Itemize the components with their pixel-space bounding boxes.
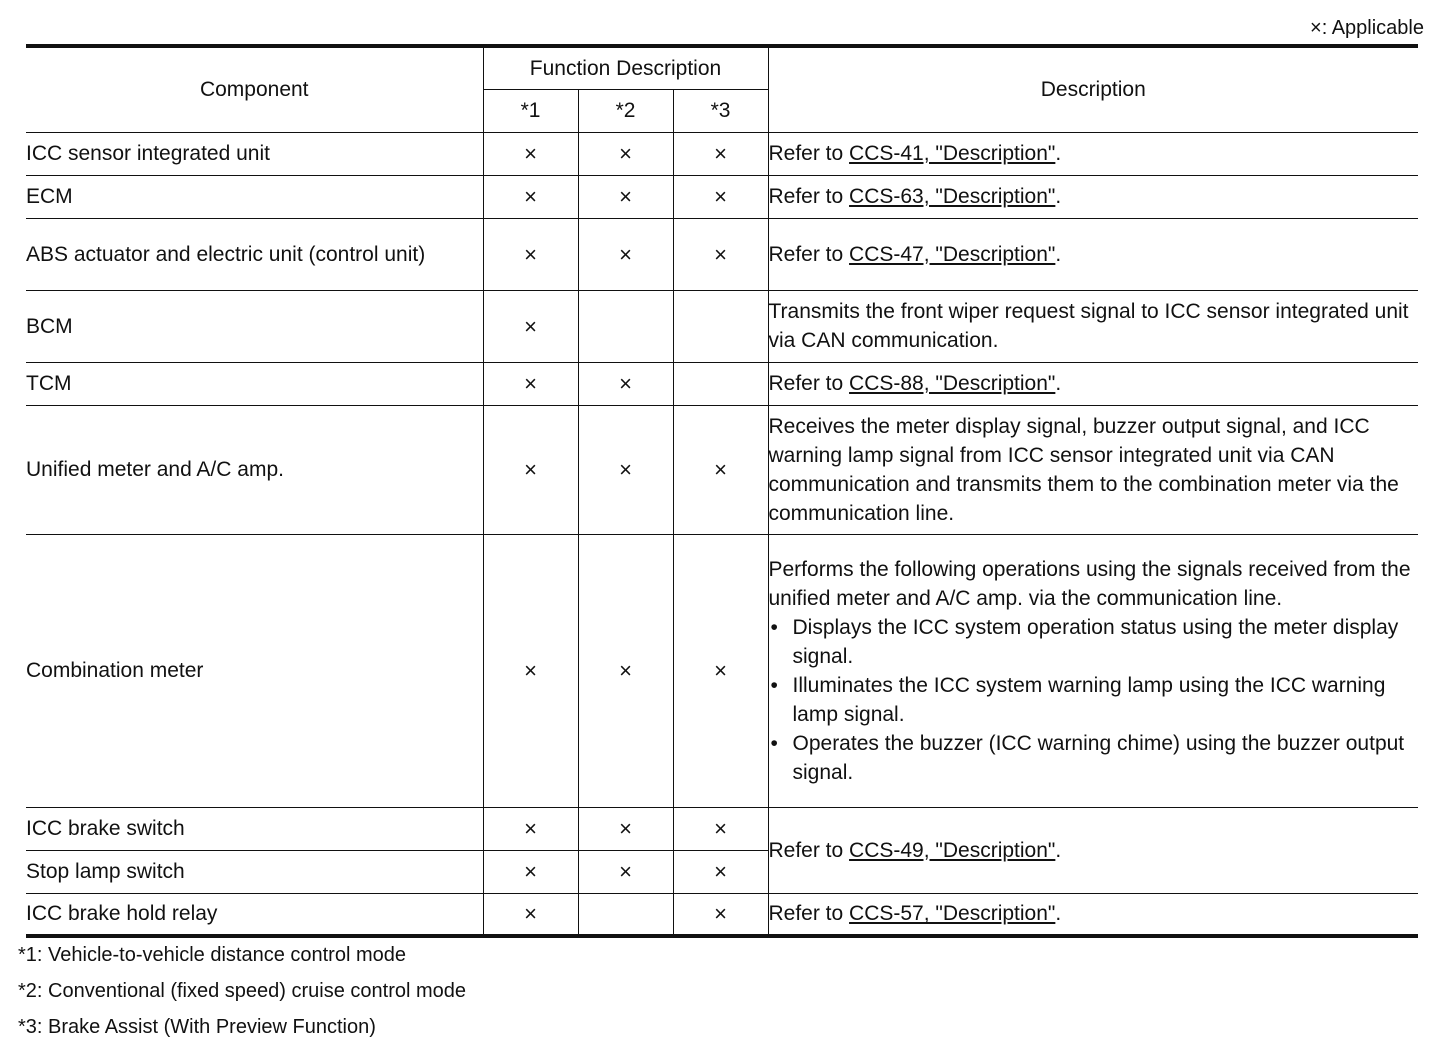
- table-row: [26, 405, 1418, 534]
- applicable-mark-3: ×: [673, 218, 768, 290]
- refer-suffix: .: [1055, 838, 1062, 862]
- component-name: ICC sensor integrated unit: [26, 132, 483, 175]
- description-cell: [768, 175, 1418, 218]
- applicable-mark-1: ×: [483, 132, 578, 175]
- applicable-mark-3: [673, 290, 768, 362]
- applicable-mark-2: [578, 893, 673, 936]
- applicable-legend: [1310, 14, 1424, 42]
- refer-text: Refer to: [768, 185, 850, 208]
- component-name: BCM: [26, 290, 483, 362]
- applicable-mark-2: ×: [578, 850, 673, 893]
- bullet-icon: •: [770, 615, 778, 639]
- component-name: Stop lamp switch: [26, 850, 483, 893]
- component-name: ABS actuator and electric unit (control unit): [26, 218, 483, 290]
- applicable-mark-2: ×: [578, 362, 673, 405]
- footnotes: [18, 940, 466, 1048]
- component-name: TCM: [26, 362, 483, 405]
- reference-link[interactable]: CCS-41, "Description": [849, 142, 1056, 165]
- applicable-mark-3: ×: [673, 405, 768, 534]
- applicable-mark-1: ×: [483, 362, 578, 405]
- applicable-mark-3: ×: [673, 807, 768, 850]
- applicable-mark-3: ×: [673, 893, 768, 936]
- table-row: [26, 218, 1418, 290]
- description-cell: [768, 534, 1418, 807]
- table-row: [26, 362, 1418, 405]
- operation-item-text: Displays the ICC system operation status using the meter display signal.: [792, 615, 1399, 668]
- reference-link[interactable]: CCS-88, "Description": [849, 372, 1056, 395]
- applicable-mark-2: ×: [578, 807, 673, 850]
- applicable-mark-2: ×: [578, 175, 673, 218]
- table-row: [26, 807, 1418, 850]
- refer-suffix: .: [1055, 242, 1062, 266]
- applicable-mark-1: ×: [483, 807, 578, 850]
- operation-item: [769, 671, 1419, 729]
- applicable-mark-1: ×: [483, 850, 578, 893]
- applicable-mark-1: ×: [483, 534, 578, 807]
- reference-link[interactable]: CCS-63, "Description": [849, 185, 1056, 208]
- header-col-3: *3: [673, 89, 768, 132]
- refer-suffix: .: [1055, 185, 1062, 208]
- refer-text: Refer to: [768, 372, 850, 395]
- operation-item: [769, 613, 1419, 671]
- applicable-mark-2: ×: [578, 132, 673, 175]
- bullet-icon: •: [770, 731, 778, 755]
- header-col-1: *1: [483, 89, 578, 132]
- operation-list: [769, 613, 1419, 787]
- component-name: ICC brake hold relay: [26, 893, 483, 936]
- applicable-mark-2: ×: [578, 534, 673, 807]
- bullet-icon: •: [770, 673, 778, 697]
- description-cell: [768, 362, 1418, 405]
- header-function-description: Function Description: [483, 46, 768, 89]
- header-component: Component: [26, 46, 483, 132]
- operation-item: [769, 729, 1419, 787]
- applicable-mark-3: ×: [673, 132, 768, 175]
- component-name: Combination meter: [26, 534, 483, 807]
- reference-link[interactable]: CCS-57, "Description": [849, 902, 1056, 926]
- header-col-2: *2: [578, 89, 673, 132]
- reference-link[interactable]: CCS-49, "Description": [849, 838, 1056, 862]
- refer-suffix: .: [1055, 372, 1062, 395]
- table-row: [26, 175, 1418, 218]
- applicable-mark-1: ×: [483, 405, 578, 534]
- refer-suffix: .: [1055, 142, 1062, 165]
- header-description: Description: [768, 46, 1418, 132]
- applicable-mark-1: ×: [483, 218, 578, 290]
- table-row: [26, 132, 1418, 175]
- footnote: *2: Conventional (fixed speed) cruise control mode: [18, 980, 467, 1002]
- description-text: Receives the meter display signal, buzzer output signal, and ICC warning lamp signal from ICC sensor integrated unit via CAN communication and transmits them to the combination meter via the communication line.: [768, 405, 1418, 534]
- table-row: [26, 893, 1418, 936]
- reference-link[interactable]: CCS-47, "Description": [849, 242, 1056, 266]
- applicable-mark-1: ×: [483, 893, 578, 936]
- component-name: ICC brake switch: [26, 807, 483, 850]
- applicable-mark-2: ×: [578, 218, 673, 290]
- table-row: [26, 534, 1418, 807]
- refer-text: Refer to: [768, 242, 850, 266]
- description-cell: [768, 807, 1418, 893]
- applicable-mark-2: [578, 290, 673, 362]
- refer-text: Refer to: [768, 838, 850, 862]
- applicable-mark-2: ×: [578, 405, 673, 534]
- applicable-mark-1: ×: [483, 175, 578, 218]
- table-row: [26, 290, 1418, 362]
- operation-item-text: Operates the buzzer (ICC warning chime) using the buzzer output signal.: [792, 731, 1405, 784]
- applicable-mark-3: [673, 362, 768, 405]
- refer-suffix: .: [1055, 902, 1062, 926]
- component-function-table: [26, 44, 1418, 938]
- description-cell: [768, 893, 1418, 936]
- applicable-mark-3: ×: [673, 534, 768, 807]
- description-cell: [768, 218, 1418, 290]
- applicable-mark-1: ×: [483, 290, 578, 362]
- description-cell: [768, 132, 1418, 175]
- component-name: Unified meter and A/C amp.: [26, 405, 483, 534]
- refer-text: Refer to: [768, 902, 850, 926]
- applicable-legend-symbol: ×: [1310, 17, 1322, 39]
- footnote: *3: Brake Assist (With Preview Function): [18, 1016, 376, 1038]
- component-name: ECM: [26, 175, 483, 218]
- refer-text: Refer to: [768, 142, 850, 165]
- footnote: *1: Vehicle-to-vehicle distance control mode: [18, 944, 406, 966]
- applicable-mark-3: ×: [673, 850, 768, 893]
- description-text: Transmits the front wiper request signal to ICC sensor integrated unit via CAN communication.: [768, 290, 1418, 362]
- operation-item-text: Illuminates the ICC system warning lamp using the ICC warning lamp signal.: [792, 673, 1386, 726]
- description-text: Performs the following operations using the signals received from the unified meter and A/C amp. via the communication line.: [768, 557, 1411, 610]
- applicable-legend-text: : Applicable: [1321, 17, 1424, 39]
- applicable-mark-3: ×: [673, 175, 768, 218]
